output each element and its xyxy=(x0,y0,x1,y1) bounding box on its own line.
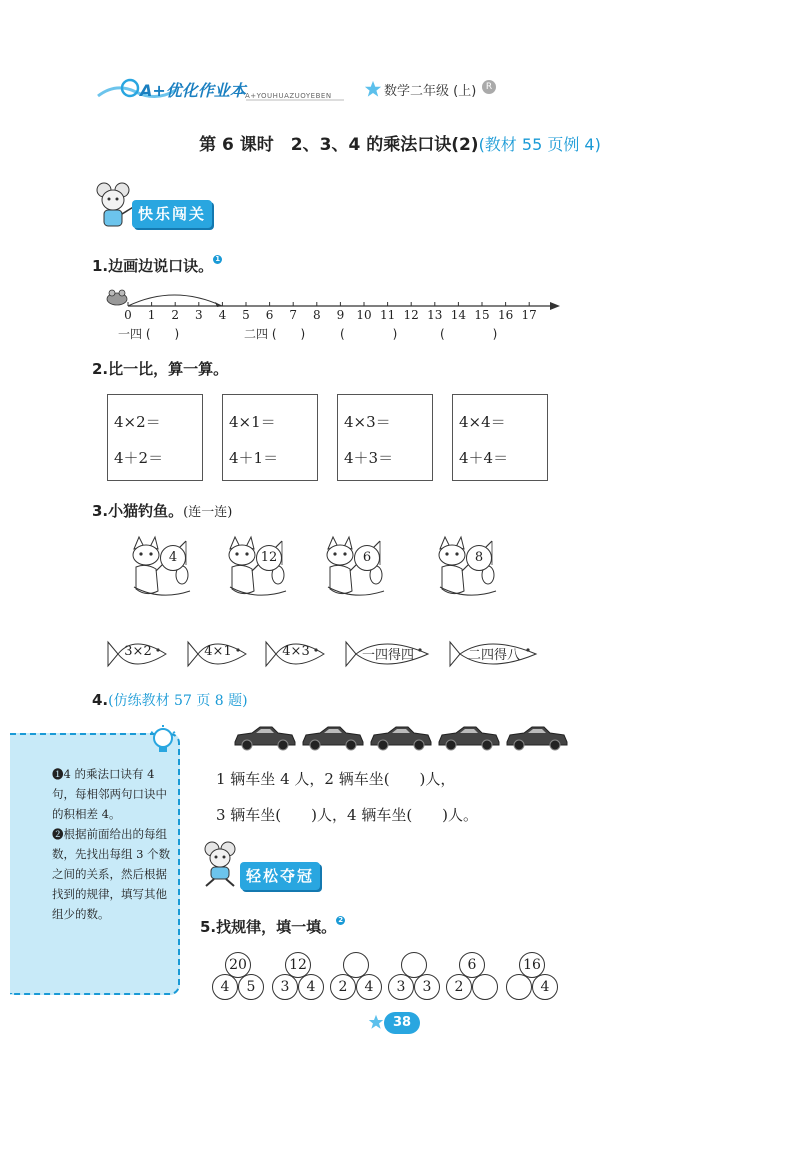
star-icon xyxy=(364,80,382,98)
question-4-number: 4. xyxy=(92,691,109,709)
top-circle[interactable]: 16 xyxy=(519,952,545,978)
number-line-tick-label: 15 xyxy=(474,308,490,322)
fish-expression: 3×2 xyxy=(124,644,152,659)
number-line-tick-label: 7 xyxy=(289,308,297,322)
mouse-teacher-icon xyxy=(92,180,136,230)
left-circle[interactable]: 2 xyxy=(330,974,356,1000)
top-circle[interactable]: 12 xyxy=(285,952,311,978)
frog-icon xyxy=(104,288,130,306)
calc-add[interactable]: 4＋2＝ xyxy=(114,449,164,467)
calc-box-3 xyxy=(337,394,433,481)
number-line-tick-label: 12 xyxy=(403,308,419,322)
number-line-tick-label: 8 xyxy=(312,308,321,322)
left-circle[interactable]: 3 xyxy=(388,974,414,1000)
tips-content xyxy=(52,764,174,924)
left-circle[interactable]: 3 xyxy=(272,974,298,1000)
car-icon xyxy=(436,724,502,756)
number-line-tick-label: 2 xyxy=(171,308,179,322)
calc-multiply[interactable]: 4×2＝ xyxy=(114,413,161,431)
fish-expression: 4×3 xyxy=(282,644,310,659)
mouse-runner-icon xyxy=(200,840,242,888)
edition-badge: R xyxy=(482,80,496,94)
fish-card[interactable] xyxy=(264,632,326,676)
textbook-reference: (教材 55 页例 4) xyxy=(478,135,601,154)
calc-add[interactable]: 4＋3＝ xyxy=(344,449,394,467)
question-4-reference: (仿练教材 57 页 8 题) xyxy=(108,693,248,709)
calc-add[interactable]: 4＋1＝ xyxy=(229,449,279,467)
fish-card[interactable] xyxy=(106,632,168,676)
section-banner-easy-win: 轻松夺冠 xyxy=(240,862,320,890)
number-line-tick-label: 5 xyxy=(242,308,250,322)
question-5-text: 5.找规律，填一填。 xyxy=(200,918,337,936)
number-triangle-group xyxy=(388,950,442,1002)
number-line-tick-label: 0 xyxy=(124,308,132,322)
right-circle[interactable] xyxy=(472,974,498,1000)
question-4-line-1[interactable]: 1 辆车坐 4 人，2 辆车坐( )人， xyxy=(216,770,456,788)
question-4-line-2[interactable]: 3 辆车坐( )人，4 辆车坐( )人。 xyxy=(216,806,479,824)
fishing-cat[interactable] xyxy=(324,535,392,601)
tip-marker-2: 2 xyxy=(336,916,345,925)
calc-box-4 xyxy=(452,394,548,481)
car-icon xyxy=(368,724,434,756)
number-line-blank-2[interactable]: 二四 ( ) xyxy=(244,327,306,341)
question-3-title xyxy=(92,500,232,521)
number-triangle-group xyxy=(272,950,326,1002)
left-circle[interactable]: 2 xyxy=(446,974,472,1000)
fish-card[interactable] xyxy=(344,632,430,676)
brand-title: A+优化作业本 xyxy=(140,81,246,100)
number-triangle-group xyxy=(330,950,384,1002)
cat-number: 8 xyxy=(466,545,492,571)
tip-marker-1: 1 xyxy=(213,255,222,264)
brand-subtitle: A+YOUHUAZUOYEBEN xyxy=(245,92,332,100)
cat-number: 6 xyxy=(354,545,380,571)
number-line-tick-label: 4 xyxy=(218,308,227,322)
number-triangle-group xyxy=(446,950,500,1002)
question-1-title xyxy=(92,255,222,276)
number-line-blank-3[interactable]: ( ) xyxy=(340,327,398,341)
tip-1: ❶4 的乘法口诀有 4 句，每相邻两句口诀中的积相差 4。 xyxy=(52,767,167,821)
number-line-tick-label: 17 xyxy=(521,308,537,322)
question-4-title xyxy=(92,690,248,710)
star-icon xyxy=(368,1014,384,1030)
question-5-title xyxy=(200,916,345,937)
number-line-tick-label: 10 xyxy=(356,308,372,322)
calc-multiply[interactable]: 4×3＝ xyxy=(344,413,391,431)
fish-card[interactable] xyxy=(448,632,538,676)
top-circle[interactable]: 6 xyxy=(459,952,485,978)
number-line-tick-label: 9 xyxy=(336,308,345,322)
right-circle[interactable]: 5 xyxy=(238,974,264,1000)
question-3-subtitle: (连一连) xyxy=(183,505,233,520)
fishing-cat[interactable] xyxy=(436,535,504,601)
calc-box-2 xyxy=(222,394,318,481)
calc-multiply[interactable]: 4×1＝ xyxy=(229,413,276,431)
page-number: 38 xyxy=(384,1012,420,1034)
number-line-tick-label: 11 xyxy=(379,308,396,322)
right-circle[interactable]: 4 xyxy=(298,974,324,1000)
calc-box-1 xyxy=(107,394,203,481)
car-icon xyxy=(504,724,570,756)
grade-label: 数学二年级 (上) xyxy=(384,84,477,99)
calc-multiply[interactable]: 4×4＝ xyxy=(459,413,506,431)
number-line-tick-label: 16 xyxy=(497,308,514,322)
fishing-cat[interactable] xyxy=(226,535,294,601)
cat-number: 12 xyxy=(256,545,282,571)
number-line-blank-4[interactable]: ( ) xyxy=(440,327,498,341)
tip-2: ❷根据前面给出的每组数，先找出每组 3 个数之间的关系，然后根据找到的规律，填写其他组少的数。 xyxy=(52,827,171,921)
number-line-blank-1[interactable]: 一四 ( ) xyxy=(118,327,180,341)
number-line-tick-label: 3 xyxy=(194,308,203,322)
right-circle[interactable]: 4 xyxy=(532,974,558,1000)
number-line-tick-label: 1 xyxy=(147,308,156,322)
car-icon xyxy=(232,724,298,756)
right-circle[interactable]: 3 xyxy=(414,974,440,1000)
fishing-cat[interactable] xyxy=(130,535,198,601)
lesson-title xyxy=(0,130,800,155)
top-circle[interactable]: 20 xyxy=(225,952,251,978)
cat-number: 4 xyxy=(160,545,186,571)
car-icon xyxy=(300,724,366,756)
calc-add[interactable]: 4＋4＝ xyxy=(459,449,509,467)
lightbulb-icon xyxy=(148,724,178,756)
number-line-tick-label: 14 xyxy=(450,308,467,322)
left-circle[interactable] xyxy=(506,974,532,1000)
section-banner-happy-levels: 快乐闯关 xyxy=(132,200,212,228)
number-line-tick-label: 13 xyxy=(427,308,443,322)
number-line-tick-label: 6 xyxy=(265,308,274,322)
question-1-text: 1.边画边说口诀。 xyxy=(92,257,214,275)
question-3-text: 3.小猫钓鱼。 xyxy=(92,502,184,520)
number-triangle-group xyxy=(212,950,266,1002)
fish-expression: 一四得四 xyxy=(361,648,414,663)
left-circle[interactable]: 4 xyxy=(212,974,238,1000)
fish-card[interactable] xyxy=(186,632,248,676)
right-circle[interactable]: 4 xyxy=(356,974,382,1000)
number-triangle-group xyxy=(506,950,560,1002)
lesson-name: 第 6 课时 2、3、4 的乘法口诀(2) xyxy=(199,135,479,155)
fish-expression: 4×1 xyxy=(204,644,232,659)
fish-expression: 二四得八 xyxy=(467,648,520,663)
question-2-title: 2.比一比，算一算。 xyxy=(92,360,229,378)
